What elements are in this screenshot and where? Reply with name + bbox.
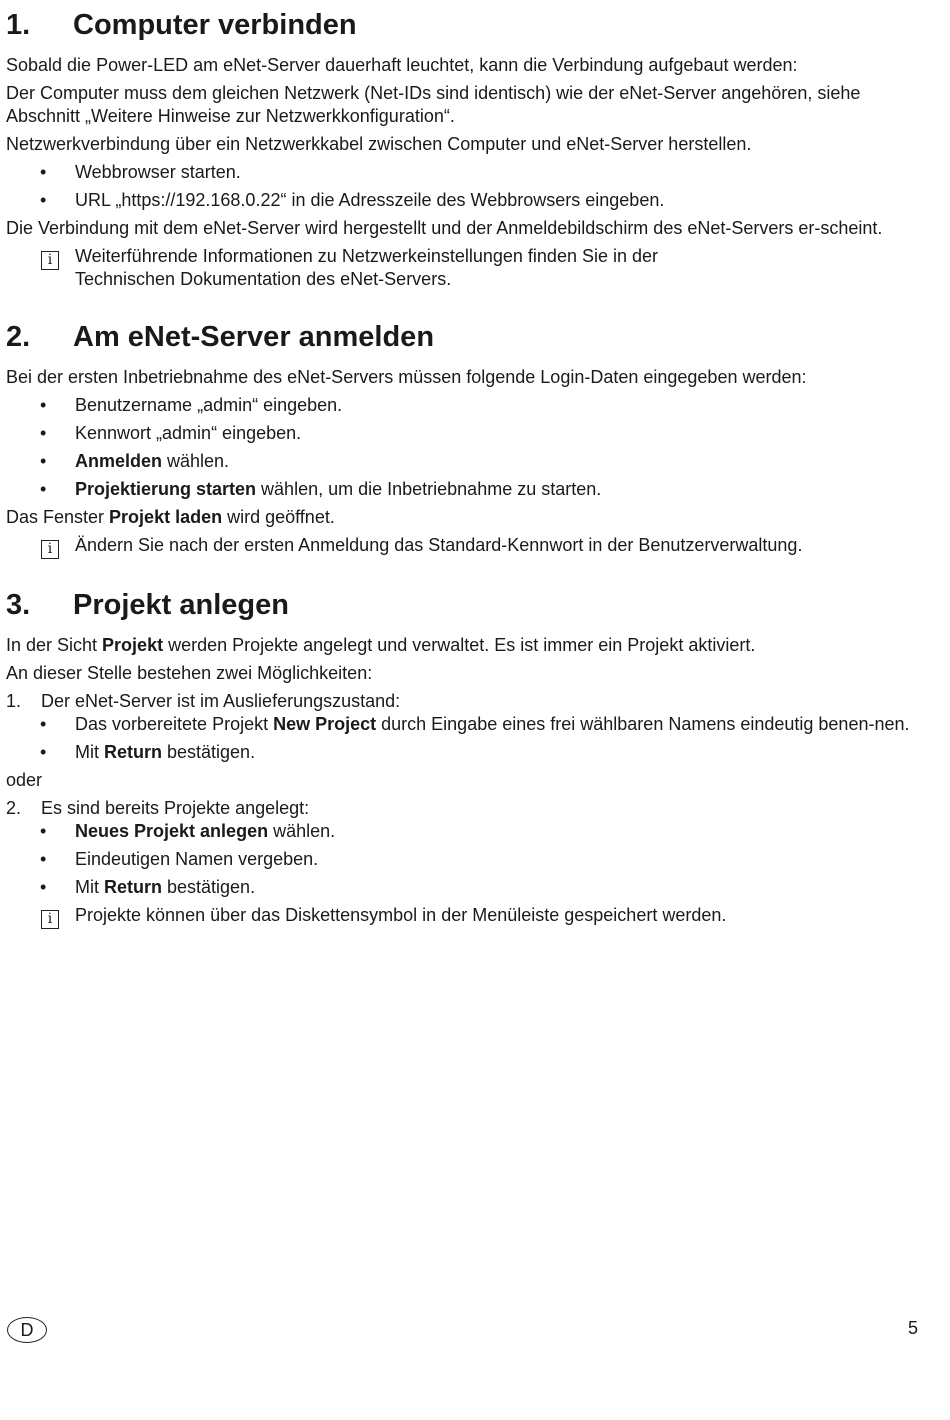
ui-term: New Project [273,714,377,734]
bullet-text: Eindeutigen Namen vergeben. [75,849,319,869]
bullet-item [6,478,922,501]
ui-term: Projekt [102,635,164,655]
bullet-text [75,450,922,473]
bullet-item [6,876,922,899]
bullet-text: URL „https://192.168.0.22“ in die Adresszeile des Webbrowsers eingeben. [75,190,665,210]
text-run: Das Fenster [6,507,110,527]
bullet-text: Webbrowser starten. [75,162,241,182]
section-heading-1 [6,6,922,44]
info-note [6,904,922,929]
bullet-icon: • [40,714,47,734]
paragraph [6,506,922,529]
item-number: 1. [6,691,22,711]
item-number: 2. [6,798,22,818]
bullet-icon: • [40,479,47,499]
bullet-item [6,450,922,473]
document-page [6,6,922,934]
numbered-item [6,797,922,820]
paragraph: Sobald die Power-LED am eNet-Server dauerhaft leuchtet, kann die Verbindung aufgebaut werden: [6,55,798,75]
bullet-text [75,876,922,899]
bullet-item [6,848,922,871]
ui-term: Return [104,742,162,762]
paragraph: An dieser Stelle bestehen zwei Möglichkeiten: [6,663,373,683]
item-text: Der eNet-Server ist im Auslieferungszustand: [41,691,401,711]
text-run: Mit [75,877,104,897]
page-number: 5 [907,1318,918,1338]
bullet-icon: • [40,821,47,841]
section-title: Am eNet-Server anmelden [73,321,435,353]
info-icon: i [41,540,59,559]
bullet-icon: • [40,451,47,471]
section-number: 2. [6,321,31,353]
paragraph: Die Verbindung mit dem eNet-Server wird hergestellt und der Anmeldebildschirm des eNet-Servers er-scheint. [6,218,883,238]
language-badge: D [7,1317,47,1343]
ui-term: Return [104,877,162,897]
bullet-icon: • [40,423,47,443]
item-text: Es sind bereits Projekte angelegt: [41,798,310,818]
bullet-item [6,741,922,764]
info-icon: i [41,910,59,929]
paragraph-oder: oder [6,770,43,790]
info-icon: i [41,251,59,270]
bullet-text [75,713,922,736]
info-note [6,534,922,559]
text-run: Mit [75,742,104,762]
bullet-item [6,161,922,184]
text-run: wählen. [268,821,336,841]
section-title: Computer verbinden [73,9,357,41]
info-text: Projekte können über das Diskettensymbol in der Menüleiste gespeichert werden. [75,905,727,925]
bullet-icon: • [40,190,47,210]
section-number: 3. [6,589,31,621]
paragraph: Bei der ersten Inbetriebnahme des eNet-Servers müssen folgende Login-Daten eingegeben werden: [6,367,807,387]
ui-term: Projekt laden [109,507,223,527]
bullet-icon: • [40,162,47,182]
ui-term: Projektierung starten [75,479,257,499]
text-run: bestätigen. [162,877,256,897]
info-text: Weiterführende Informationen zu Netzwerkeinstellungen finden Sie in der Technischen Dokumentation des eNet-Servers. [75,246,659,289]
bullet-icon: • [40,395,47,415]
bullet-text [75,820,922,843]
ui-term: Anmelden [75,451,163,471]
paragraph: Netzwerkverbindung über ein Netzwerkkabel zwischen Computer und eNet-Server herstellen. [6,134,752,154]
paragraph [6,634,922,657]
bullet-text: Benutzername „admin“ eingeben. [75,395,343,415]
ui-term: Neues Projekt anlegen [75,821,269,841]
paragraph: Der Computer muss dem gleichen Netzwerk (Net-IDs sind identisch) wie der eNet-Server angehören, siehe Abschnitt „Weitere Hinweise zur Netzwerkkonfiguration“. [6,83,861,126]
bullet-item [6,189,922,212]
bullet-icon: • [40,877,47,897]
bullet-text [75,478,922,501]
section-title: Projekt anlegen [73,589,289,621]
text-run: bestätigen. [162,742,256,762]
section-heading-2 [6,318,922,356]
numbered-item [6,690,922,713]
section-heading-3 [6,586,922,624]
bullet-text [75,741,922,764]
bullet-text: Kennwort „admin“ eingeben. [75,423,302,443]
bullet-item [6,820,922,843]
text-run: Das vorbereitete Projekt [75,714,274,734]
text-run: In der Sicht [6,635,103,655]
bullet-text-rest: wählen, um die Inbetriebnahme zu starten. [256,479,602,499]
bullet-item [6,394,922,417]
text-run: werden Projekte angelegt und verwaltet. Es ist immer ein Projekt aktiviert. [163,635,756,655]
bullet-item [6,422,922,445]
bullet-item [6,713,922,736]
info-note [6,245,922,291]
section-number: 1. [6,9,31,41]
bullet-icon: • [40,849,47,869]
info-text: Ändern Sie nach der ersten Anmeldung das Standard-Kennwort in der Benutzerverwaltung. [75,535,803,555]
text-run: durch Eingabe eines frei wählbaren Namens eindeutig benen-nen. [376,714,910,734]
bullet-text-rest: wählen. [162,451,230,471]
text-run: wird geöffnet. [222,507,335,527]
bullet-icon: • [40,742,47,762]
